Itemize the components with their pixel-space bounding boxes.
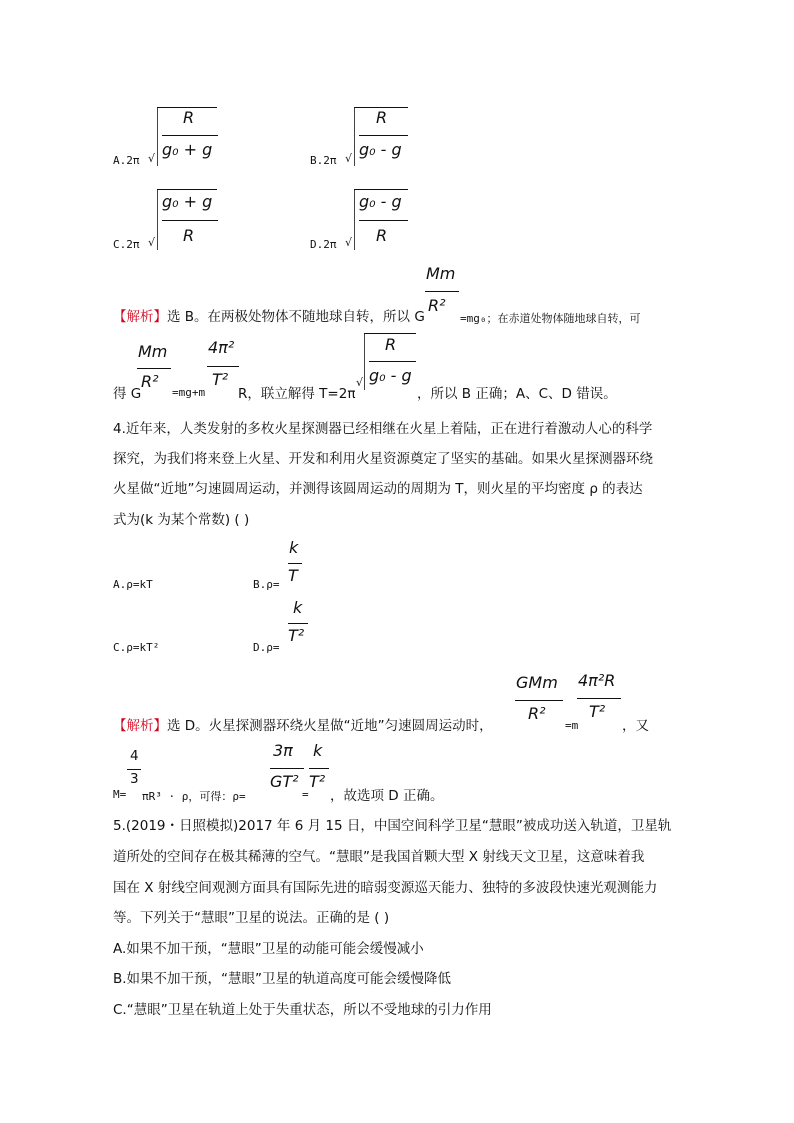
fraction-denominator: T²: [288, 626, 305, 645]
fraction-bar: [288, 623, 308, 624]
option-a: A.ρ=kT: [113, 578, 153, 591]
fraction-bar: [359, 220, 408, 221]
radical-bar: [354, 190, 355, 250]
fraction-denominator: T: [288, 566, 298, 585]
radical-bar: [354, 108, 355, 166]
option-b-den: g₀ - g: [359, 140, 402, 159]
option-c-label: C.2π: [113, 238, 140, 251]
option-c-num: g₀ + g: [162, 192, 213, 211]
radical-bar: [157, 190, 158, 250]
radical-bar: [364, 334, 365, 390]
radical-top: [157, 189, 217, 190]
sqrt-icon: √: [345, 236, 353, 249]
fraction-numerator: 3π: [273, 741, 293, 760]
fraction-numerator: 4: [130, 748, 139, 764]
sqrt-icon: √: [356, 376, 364, 389]
analysis-text: M=: [113, 788, 127, 801]
fraction-bar: [127, 769, 141, 770]
fraction-denominator: g₀ - g: [369, 366, 412, 385]
question-line: 国在 X 射线空间观测方面具有国际先进的暗弱变源巡天能力、独特的多波段快速光观测能力: [113, 880, 658, 896]
fraction-bar: [207, 366, 239, 367]
option-d-den: R: [376, 226, 388, 245]
option-b: B.ρ=: [253, 578, 280, 591]
analysis-text: R，联立解得 T=2π: [238, 386, 356, 402]
sqrt-icon: √: [345, 152, 353, 165]
option-b: B.如果不加干预，“慧眼”卫星的轨道高度可能会缓慢降低: [113, 971, 452, 987]
question-line: 道所处的空间存在极其稀薄的空气。“慧眼”是我国首颗大型 X 射线天文卫星，这意味着我: [113, 849, 645, 865]
question-line: 5.(2019・日照模拟)2017 年 6 月 15 日，中国空间科学卫星“慧眼”被成功送入轨道，卫星轨: [113, 818, 672, 834]
fraction-bar: [162, 220, 218, 221]
fraction-numerator: k: [289, 538, 299, 557]
fraction-bar: [369, 361, 416, 362]
fraction-bar: [162, 135, 218, 136]
fraction-numerator: 4π²R: [578, 671, 616, 690]
analysis-text: 选 D。火星探测器环绕火星做“近地”匀速圆周运动时，: [167, 718, 493, 734]
option-d-num: g₀ - g: [359, 192, 402, 211]
fraction-bar: [288, 563, 302, 564]
fraction-denominator: T²: [309, 772, 326, 791]
radical-top: [364, 333, 416, 334]
analysis-text: ，故选项 D 正确。: [330, 788, 444, 804]
sqrt-icon: √: [148, 152, 156, 165]
fraction-bar: [137, 368, 171, 369]
option-d-label: D.2π: [310, 238, 337, 251]
fraction-bar: [309, 768, 329, 769]
analysis-text: =mg₀；在赤道处物体随地球自转，可: [460, 312, 641, 325]
question-line: 式为(k 为某个常数) ( ): [113, 512, 250, 528]
fraction-denominator: R²: [428, 296, 446, 315]
analysis-text: 得 G: [113, 386, 142, 402]
analysis-tag: 【解析】: [113, 718, 167, 734]
option-a: A.如果不加干预，“慧眼”卫星的动能可能会缓慢减小: [113, 941, 424, 957]
option-b-num: R: [376, 108, 388, 127]
question-line: 火星做“近地”匀速圆周运动，并测得该圆周运动的周期为 T，则火星的平均密度 ρ 的表达: [113, 481, 643, 497]
option-a-num: R: [183, 108, 195, 127]
fraction-denominator: R²: [528, 704, 546, 723]
fraction-numerator: GMm: [516, 673, 558, 692]
analysis-text: 选 B。在两极处物体不随地球自转，所以 G: [167, 309, 425, 325]
fraction-numerator: 4π²: [208, 338, 235, 357]
analysis-text: =mg+m: [172, 386, 206, 399]
question-line: 4.近年来，人类发射的多枚火星探测器已经相继在火星上着陆，正在进行着激动人心的科学: [113, 421, 653, 437]
option-d: D.ρ=: [253, 641, 280, 654]
fraction-numerator: Mm: [138, 342, 168, 361]
fraction-bar: [515, 700, 563, 701]
fraction-numerator: R: [385, 335, 397, 354]
fraction-numerator: k: [313, 741, 323, 760]
option-c-den: R: [183, 226, 195, 245]
fraction-denominator: GT²: [270, 772, 299, 791]
fraction-numerator: k: [293, 598, 303, 617]
option-c: C.ρ=kT²: [113, 641, 160, 654]
analysis-text: =m: [565, 719, 579, 732]
fraction-denominator: R²: [141, 372, 159, 391]
option-c: C.“慧眼”卫星在轨道上处于失重状态，所以不受地球的引力作用: [113, 1002, 492, 1018]
analysis-text: πR³ · ρ，可得：ρ=: [142, 790, 246, 803]
fraction-bar: [425, 291, 459, 292]
fraction-numerator: Mm: [426, 264, 456, 283]
fraction-bar: [270, 768, 304, 769]
sqrt-icon: √: [148, 236, 156, 249]
option-a-den: g₀ + g: [162, 140, 213, 159]
question-line: 探究，为我们将来登上火星、开发和利用火星资源奠定了坚实的基础。如果火星探测器环绕: [113, 451, 653, 467]
fraction-bar: [359, 135, 408, 136]
analysis-tag: 【解析】: [113, 309, 167, 325]
fraction-denominator: T²: [589, 702, 606, 721]
fraction-bar: [577, 698, 621, 699]
fraction-denominator: 3: [130, 771, 139, 787]
option-b-label: B.2π: [310, 154, 337, 167]
radical-bar: [157, 108, 158, 166]
question-line: 等。下列关于“慧眼”卫星的说法。正确的是 ( ): [113, 910, 390, 926]
radical-top: [354, 189, 408, 190]
fraction-denominator: T²: [212, 370, 229, 389]
analysis-text: ，所以 B 正确；A、C、D 错误。: [417, 386, 617, 402]
analysis-text: ，又: [622, 718, 649, 734]
analysis-text: =: [302, 788, 309, 801]
option-a-label: A.2π: [113, 154, 140, 167]
